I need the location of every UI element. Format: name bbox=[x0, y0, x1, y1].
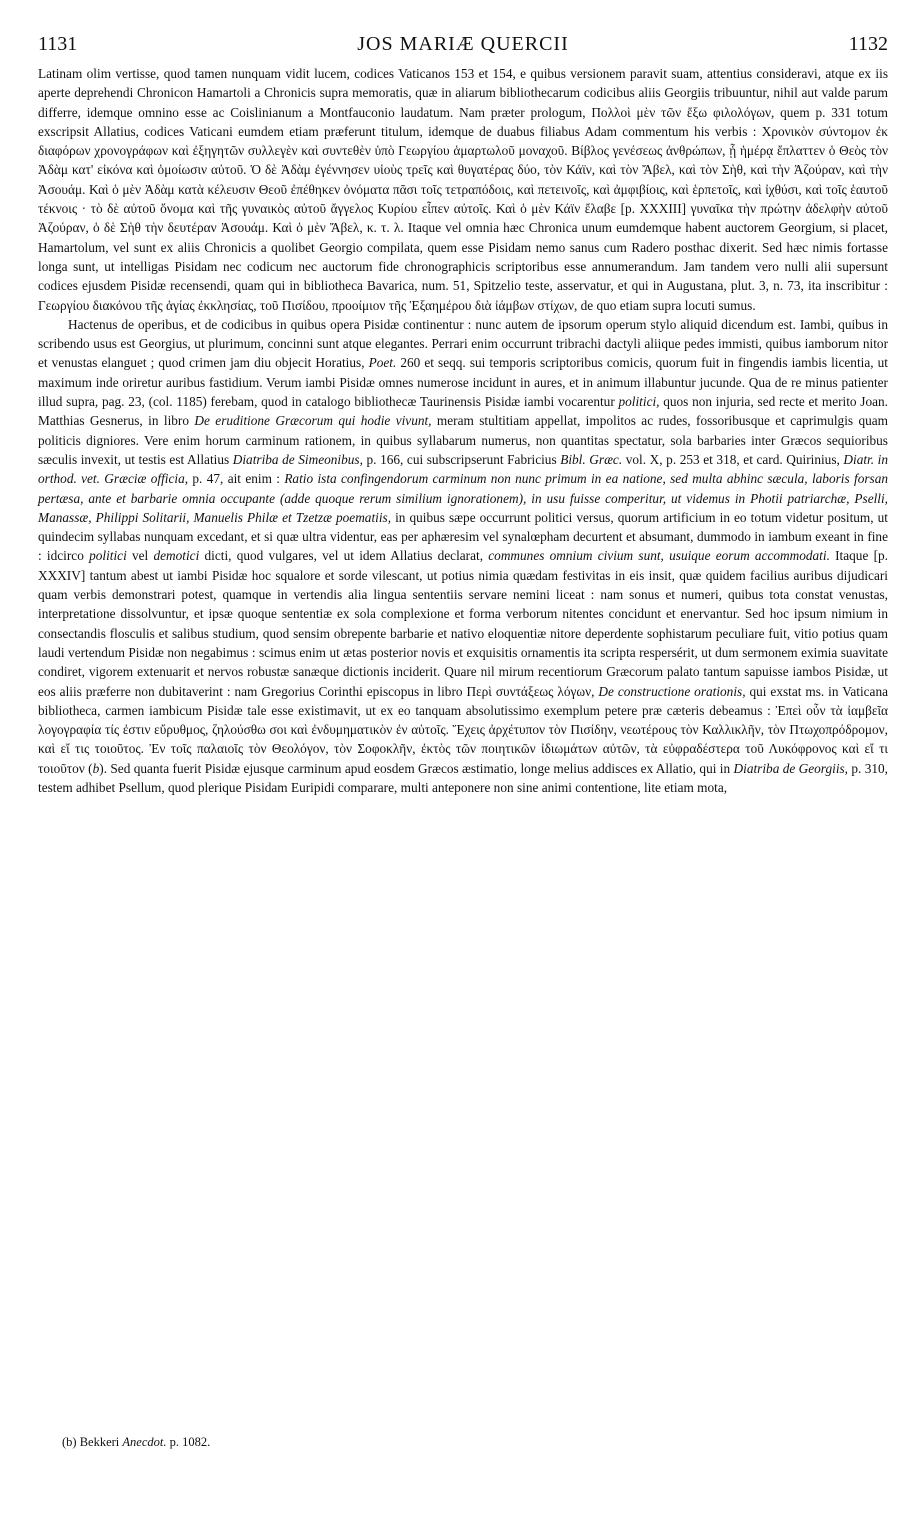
text-run: dicti, quod vulgares, vel ut idem Allatius declarat, bbox=[199, 548, 489, 564]
running-title: JOS MARIÆ QUERCII bbox=[357, 33, 569, 55]
text-run: p. 310, testem adhibet Psellum, quod plerique Pisidam Euripidi comparare, multi anteponere non sine animi contentione, lite etiam mota, bbox=[38, 760, 889, 795]
book-title-italic: Diatriba de Simeonibus, bbox=[232, 451, 363, 467]
book-title-italic: Diatriba de Georgiis, bbox=[733, 760, 849, 776]
text-run: Hactenus de operibus, et de codicibus in quibus opera Pisidæ continentur : nunc autem de ipsorum operum stylo aliquid dicendum est. Iambi, quibus in scribendo usus est Georgius, ut plurimum, concinni sunt atque elegantes. Perrari enim occurrunt tribrachi dactyli aliique pedes immisti, quibus iamborum nitor et venustas elanguet ; quod crimen jam diu objecit Horatius, bbox=[38, 316, 888, 371]
book-title-italic: Diatr. in orthod. vet. Græciæ officia, bbox=[38, 451, 888, 487]
footnote bbox=[62, 1434, 210, 1450]
quotation-italic: communes omnium civium sunt, usuique eorum accommodati. bbox=[488, 548, 830, 564]
footnote-title: Anecdot. bbox=[122, 1435, 167, 1449]
text-run: in quibus sæpe occurrunt politici versus, quorum artificium in eo totum videtur positum, ut quindecim syllabas nunquam excedant, et si quæ ultra videntur, eas per aphæresim vel synalœpham decurtent et absumant, dummodo in iambum exeant in fine : idcirco bbox=[38, 509, 888, 564]
page-header bbox=[38, 31, 888, 57]
left-column-number: 1131 bbox=[38, 33, 78, 55]
text-run: quos non injuria, sed recte et merito Joan. Matthias Gesnerus, in libro bbox=[38, 394, 888, 429]
book-title-italic: Bibl. Græc. bbox=[560, 451, 623, 467]
term-italic: demotici bbox=[153, 548, 200, 564]
text-run: qui exstat ms. in Vaticana bibliotheca, carmen iambicum Pisidæ tale esse existimavit, ut ex eo tanquam absolutissimo exemplum petere præ cæteris debeamus : Ἐπεὶ οὖν τὰ ἰαμβεῖα λογογραφία τίς ἐστιν εὔρυθμος, ζηλούσθω σοι καὶ ἐνδυμηματικὸν ἐν αὐτοῖς. Ἔχεις ἀρχέτυπον τὸν Πισίδην, νεωτέρους τὸν Καλλικλῆν, τὸν Πτωχοπρόδρομον, καὶ εἴ τις τοιοῦτος. Ἐν τοῖς παλαιοῖς τὸν Θεολόγον, τὸν Σοφοκλῆν, ἐκτὸς τῶν ποιητικῶν ἰδιωμάτων αὐτῶν, τὰ εὐφραδέστερα τοῦ Λυκόφρονος καὶ εἴ τι τοιοῦτον ( bbox=[38, 683, 888, 776]
text-run: vel bbox=[126, 548, 154, 564]
book-title-italic: De eruditione Græcorum qui hodie vivunt, bbox=[194, 413, 432, 429]
footnote-ref[interactable]: b bbox=[92, 760, 100, 776]
footnote-mark: (b) bbox=[62, 1435, 77, 1449]
quotation-italic: Ratio ista confingendorum carminum non nunc primum in ea natione, sed multa abhinc sæcula, laboris forsan pertæsa, ante et barbarie omnia occupante (adde quoque rerum similium ignorationem), in usu fuisse comperitur, ut videmus in Photii patriarchæ, Pselli, Manassæ, Philippi Solitarii, Manuelis Philæ et Tzetzæ poematiis, bbox=[38, 471, 888, 525]
paragraph-style bbox=[38, 315, 888, 797]
right-column-number: 1132 bbox=[848, 33, 888, 55]
text-run: ). Sed quanta fuerit Pisidæ ejusque carminum apud eosdem Græcos æstimatio, longe melius addisces ex Allatio, qui in bbox=[99, 760, 734, 776]
text-run: p. 47, ait enim : bbox=[188, 471, 285, 487]
paragraph-continued: Latinam olim vertisse, quod tamen nunquam vidit lucem, codices Vaticanos 153 et 154, e quibus versionem paravit suam, attentius consideravi, atque ex iis aperte deprehendi Chronicon Hamartoli a Chronicis supra memoratis, quæ in aliarum bibliothecarum codicibus aliis Georgiis tribuuntur, nihil aut valde parum differre, idemque omnino esse ac Coislinianum a Montfauconio laudatum. Nam præter prologum, Πολλοὶ μὲν τῶν ἔξω φιλολόγων, quem p. 331 totum exscripsit Allatius, codices Vaticani eumdem etiam præferunt titulum, idemque de duabus filiabus Adam commentum his verbis : Χρονικὸν σύντομον ἐκ διαφόρων χρονογράφων καὶ ἐξηγητῶν συλλεγὲν καὶ συντεθὲν ὑπὸ Γεωργίου ἁμαρτωλοῦ μοναχοῦ. Βίβλος γενέσεως ἀνθρώπων, ᾗ ἡμέρᾳ ἔπλαττεν ὁ Θεὸς τὸν Ἀδὰμ κατ' εἰκόνα καὶ ὁμοίωσιν αὐτοῦ. Ὁ δὲ Ἀδὰμ ἐγέννησεν υἱοὺς τρεῖς καὶ θυγατέρας δύο, τὸν Κάϊν, καὶ τὸν Ἄβελ, καὶ τὸν Σὴθ, καὶ τὴν Ἀζούραν, καὶ τὴν Ἀσουάμ. Καὶ ὁ μὲν Ἀδὰμ κατὰ κέλευσιν Θεοῦ ἐπέθηκεν ὀνόματα πᾶσι τοῖς τετραπόδοις, καὶ πετεινοῖς, καὶ ἀμφιβίοις, καὶ ἑρπετοῖς, καὶ ἰχθύσι, καὶ τοῖς ἑαυτοῦ τέκνοις · τὸ δὲ αὐτοῦ ὄνομα καὶ τῆς γυναικὸς αὐτοῦ ἄγγελος Κυρίου εἶπεν αὐτοῖς. Καὶ ὁ μὲν Κάϊν ἔλαβε [p. XXXIII] γυναῖκα τὴν πρώτην ἀδελφὴν αὐτοῦ Ἀζούραν, ὁ δὲ Σὴθ τὴν δευτέραν Ἀσουάμ. Καὶ ὁ μὲν Ἄβελ, κ. τ. λ. Itaque vel omnia hæc Chronica unum eumdemque habent auctorem Georgium, si placet, Hamartolum, vel sunt ex aliis Chronicis a quolibet Georgio compilata, quem esse Pisidam nemo sanus cum Radero posthac dixerit. Sed hæc nimis fortasse longa sunt, ut intelligas Pisidam nec codicum nec auctorum fide chronographicis scriptoribus esse annumerandum. Jam tandem vero nulli alii supersunt codices ejusdem Pisidæ recensendi, quam qui in bibliotheca Bavarica, num. 51, Spitzelio teste, asservatur, et qui in Augustana, plut. 3, n. 73, ita inscribitur : Γεωργίου διακόνου τῆς ἁγίας ἐκκλησίας, τοῦ Πισίδου, προοίμιον τῆς Ἑξαημέρου διὰ ἰάμβων στίχων, de quo etiam supra locuti sumus. bbox=[38, 66, 888, 313]
main-text bbox=[38, 64, 888, 797]
term-italic: politici bbox=[89, 548, 127, 564]
footnote-text: Bekkeri bbox=[76, 1435, 123, 1449]
text-run: vol. X, p. 253 et 318, et card. Quirinius, bbox=[622, 451, 844, 467]
footnote-text-end: p. 1082. bbox=[166, 1435, 211, 1449]
term-italic: politici, bbox=[618, 394, 660, 410]
text-run: meram stultitiam appellat, impolitos ac rudes, fossoribusque et caprimulgis quam politicis digniores. Vere enim horum carminum rationem, in quibus syllabarum numerus, non quantitas spectatur, sola barbaries inter Græcos sequioribus sæculis invexit, ut testis est Allatius bbox=[38, 413, 888, 467]
text-run: Itaque [p. XXXIV] tantum abest ut iambi Pisidæ hoc squalore et sorde vilescant, ut potius nimia quædam festivitas in eis insit, quæ quidem facilius auribus dijudicari quam verbis demonstrari potest, quamque in vertendis alia lingua sententiis servare nemini liceat : nam sonus et numeri, quibus tota constat venustas, interpretatione dissolvuntur, et ipsæ quoque sententiæ ex sola complexione et forma verborum nitentes concidunt et enervantur. Sed hoc ipsum nimium in consectandis flosculis et salibus studium, quod sensim obrepente barbarie et nativo eloquentiæ nitore deperdente sophistarum peculiare fuit, vitio potius quam laudi vertendum Pisidæ non negabimus : scimus enim ut ætas posterior novis et exquisitis ornamentis ita scripta respersérit, ut dum sermonem eximia suavitate condiret, vigorem extenuarit et nervos robustæ sanæque dictionis inciderit. Quare nil mirum recentiorum Græcorum palato tantum sapuisse iambos Pisidæ, ut eos aliis præferre non dubitaverint : nam Gregorius Corinthi episcopus in libro Περὶ συντάξεως λόγων, bbox=[38, 548, 888, 699]
text-run: p. 166, cui subscripserunt Fabricius bbox=[362, 451, 561, 467]
text-run: 260 et seqq. sui temporis scriptoribus comicis, quorum fuit in fingendis iambis licentia, ut maximum inde oriretur auribus fastidium. Verum iambi Pisidæ omnes numerose incidunt in aures, et in animum illabuntur jucunde. Qua de re minus patienter illud supra, pag. 23, (col. 1185) ferebam, quod in catalogo bibliothecæ Taurinensis Pisidæ iambi vocarentur bbox=[38, 355, 888, 410]
book-title-italic: De constructione orationis, bbox=[598, 683, 746, 699]
citation-italic: Poet. bbox=[368, 355, 397, 371]
